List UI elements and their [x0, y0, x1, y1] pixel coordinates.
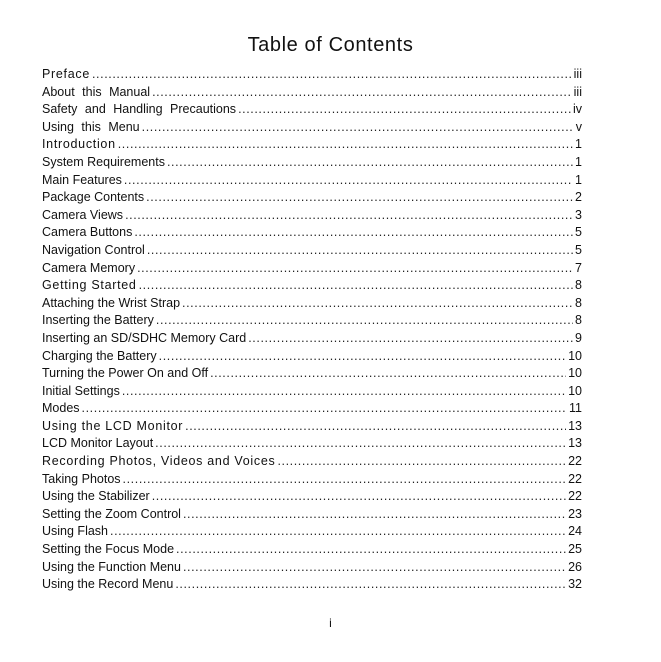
- toc-entry-label: Using Flash: [42, 524, 108, 539]
- toc-entry-label: Attaching the Wrist Strap: [42, 295, 181, 310]
- toc-entry-page: 1: [575, 154, 582, 169]
- toc-entry-page: 22: [568, 471, 582, 486]
- toc-entry-label: Inserting an SD/SDHC Memory Card: [42, 330, 247, 345]
- toc-entry[interactable]: [42, 559, 582, 577]
- toc-entry[interactable]: [42, 383, 582, 401]
- dot-leader: [183, 506, 566, 524]
- toc-entry-label: Using the Record Menu: [42, 577, 174, 592]
- toc-entry-page: 13: [568, 418, 582, 433]
- dot-leader: [123, 471, 567, 489]
- toc-entry-page: 8: [575, 313, 582, 328]
- toc-entry[interactable]: [42, 260, 582, 278]
- toc-entry-page: 13: [568, 436, 582, 451]
- toc-entry-label: About this Manual: [42, 84, 151, 99]
- dot-leader: [152, 84, 572, 102]
- toc-entry-page: 32: [568, 577, 582, 592]
- toc-entry[interactable]: [42, 172, 582, 190]
- toc-entry-label: Recording Photos, Videos and Voices: [42, 454, 276, 469]
- toc-entry-label: Modes: [42, 401, 80, 416]
- toc-entry-page: 10: [568, 348, 582, 363]
- dot-leader: [210, 365, 566, 383]
- toc-entry-label: Charging the Battery: [42, 348, 157, 363]
- toc-entry[interactable]: [42, 400, 582, 418]
- toc-entry[interactable]: [42, 66, 582, 84]
- toc-entry[interactable]: [42, 435, 582, 453]
- toc-list: [42, 66, 582, 594]
- toc-entry-label: Preface: [42, 67, 90, 81]
- toc-entry-label: Turning the Power On and Off: [42, 366, 209, 381]
- dot-leader: [156, 312, 573, 330]
- toc-entry[interactable]: [42, 295, 582, 313]
- toc-entry-page: 23: [568, 506, 582, 521]
- toc-entry-label: Using the Stabilizer: [42, 489, 150, 504]
- dot-leader: [277, 453, 566, 471]
- toc-entry-label: Main Features: [42, 172, 122, 187]
- toc-entry[interactable]: [42, 506, 582, 524]
- toc-entry-page: 22: [568, 454, 582, 469]
- toc-entry[interactable]: [42, 119, 582, 137]
- toc-entry[interactable]: [42, 224, 582, 242]
- dot-leader: [152, 488, 566, 506]
- toc-entry-label: Navigation Control: [42, 242, 145, 257]
- toc-entry[interactable]: [42, 348, 582, 366]
- toc-entry[interactable]: [42, 277, 582, 295]
- toc-entry-page: 5: [575, 242, 582, 257]
- toc-entry-page: 3: [575, 207, 582, 222]
- dot-leader: [137, 260, 573, 278]
- dot-leader: [248, 330, 573, 348]
- toc-entry-label: Safety and Handling Precautions: [42, 102, 237, 117]
- dot-leader: [167, 154, 573, 172]
- dot-leader: [122, 383, 566, 401]
- dot-leader: [159, 348, 566, 366]
- toc-entry-page: 11: [569, 401, 582, 416]
- toc-entry-page: v: [575, 119, 582, 134]
- dot-leader: [134, 224, 573, 242]
- dot-leader: [185, 418, 566, 436]
- toc-entry-page: 7: [575, 260, 582, 275]
- toc-entry-label: Setting the Zoom Control: [42, 506, 181, 521]
- toc-entry-label: Initial Settings: [42, 383, 120, 398]
- toc-entry[interactable]: [42, 365, 582, 383]
- toc-entry-page: 1: [575, 172, 582, 187]
- toc-entry-page: 25: [568, 542, 582, 557]
- toc-entry-label: Introduction: [42, 137, 116, 152]
- toc-entry[interactable]: [42, 154, 582, 172]
- page-number: i: [329, 616, 332, 630]
- dot-leader: [155, 435, 566, 453]
- toc-entry[interactable]: [42, 242, 582, 260]
- toc-entry-label: System Requirements: [42, 154, 165, 169]
- toc-entry-page: iii: [573, 84, 582, 99]
- dot-leader: [139, 277, 573, 295]
- toc-entry-page: 10: [568, 366, 582, 381]
- toc-entry-label: Camera Memory: [42, 260, 136, 275]
- page-title: Table of Contents: [247, 34, 414, 56]
- toc-entry[interactable]: [42, 207, 582, 225]
- toc-entry[interactable]: [42, 330, 582, 348]
- toc-entry[interactable]: [42, 312, 582, 330]
- dot-leader: [146, 189, 573, 207]
- dot-leader: [110, 523, 566, 541]
- toc-entry-label: Camera Buttons: [42, 225, 133, 240]
- toc-entry-page: 24: [568, 524, 582, 539]
- toc-entry-label: Using the Function Menu: [42, 559, 181, 574]
- toc-entry[interactable]: [42, 189, 582, 207]
- dot-leader: [147, 242, 573, 260]
- toc-entry[interactable]: [42, 453, 582, 471]
- toc-entry-page: 10: [568, 383, 582, 398]
- toc-entry[interactable]: [42, 576, 582, 594]
- toc-entry[interactable]: [42, 418, 582, 436]
- toc-entry-label: Taking Photos: [42, 471, 121, 486]
- toc-entry[interactable]: [42, 84, 582, 102]
- toc-entry-label: Setting the Focus Mode: [42, 542, 175, 557]
- toc-entry[interactable]: [42, 541, 582, 559]
- toc-entry-page: 26: [568, 559, 582, 574]
- toc-entry-page: 1: [575, 137, 582, 152]
- toc-entry-label: Using this Menu: [42, 119, 140, 134]
- toc-entry-page: 8: [575, 295, 582, 310]
- toc-entry-page: iv: [572, 102, 582, 117]
- toc-entry[interactable]: [42, 471, 582, 489]
- toc-entry-page: 2: [575, 190, 582, 205]
- toc-entry-page: 22: [568, 489, 582, 504]
- toc-entry[interactable]: [42, 136, 582, 154]
- toc-entry[interactable]: [42, 523, 582, 541]
- dot-leader: [124, 172, 573, 190]
- toc-entry-label: Camera Views: [42, 207, 124, 222]
- toc-entry-label: Inserting the Battery: [42, 313, 154, 328]
- toc-entry-page: iii: [573, 67, 582, 81]
- toc-entry-label: Package Contents: [42, 190, 145, 205]
- dot-leader: [183, 559, 566, 577]
- toc-entry-page: 8: [575, 278, 582, 293]
- toc-entry-page: 9: [575, 330, 582, 345]
- toc-entry-label: Getting Started: [42, 278, 137, 293]
- dot-leader: [182, 295, 573, 313]
- dot-leader: [176, 541, 566, 559]
- dot-leader: [238, 101, 571, 119]
- toc-entry-label: Using the LCD Monitor: [42, 418, 184, 433]
- dot-leader: [175, 576, 566, 594]
- dot-leader: [92, 66, 572, 84]
- dot-leader: [142, 119, 574, 137]
- toc-entry-label: LCD Monitor Layout: [42, 436, 154, 451]
- dot-leader: [118, 136, 573, 154]
- dot-leader: [82, 400, 567, 418]
- toc-entry-page: 5: [575, 225, 582, 240]
- toc-entry[interactable]: [42, 101, 582, 119]
- dot-leader: [125, 207, 573, 225]
- toc-entry[interactable]: [42, 488, 582, 506]
